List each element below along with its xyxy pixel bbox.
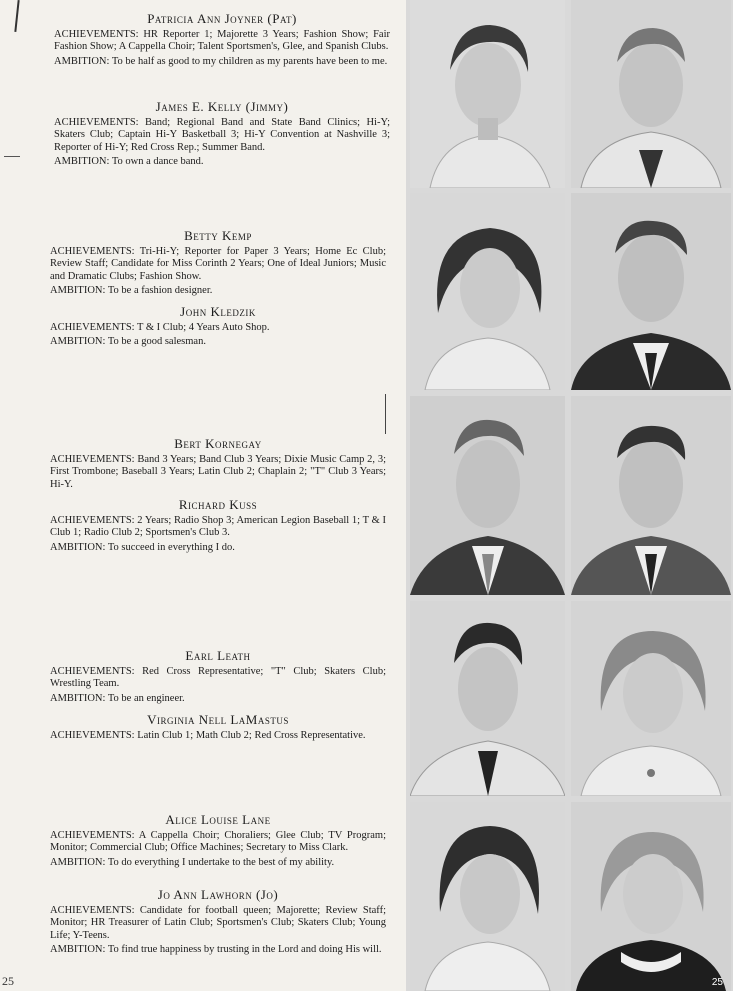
portrait-image	[410, 193, 565, 390]
entry-betty-kemp	[50, 228, 386, 300]
ambition-text: AMBITION: To do everything I undertake to the best of my ability.	[50, 856, 335, 868]
portrait-bert-kornegay	[410, 396, 565, 595]
student-name: Betty Kemp	[184, 228, 252, 243]
achievements-text: ACHIEVEMENTS: Red Cross Representative; "T" Club; Skaters Club; Wrestling Team.	[50, 666, 386, 690]
portrait-image	[410, 802, 565, 991]
portrait-earl-leath	[410, 601, 565, 796]
student-name: Richard Kuss	[178, 497, 258, 512]
achievements-text: ACHIEVEMENTS: Band; Regional Band and State Band Clinics; Hi-Y; Skaters Club; Captain Hi-Y Basketball 3; Hi-Y Convention at Nashville 3; Reporter of Hi-Y; Red Cross Rep.; Summer Band.	[54, 117, 390, 153]
ambition-text: AMBITION: To be half as good to my children as my parents have been to me.	[54, 55, 388, 67]
achievements-text: ACHIEVEMENTS: Candidate for football queen; Majorette; Review Staff; Monitor; HR Treasurer of Latin Club; Sportsmen's Club; Skaters Club; Young Life; Y-Teens.	[50, 905, 386, 941]
ambition-text: AMBITION: To own a dance band.	[54, 156, 204, 168]
achievements-text: ACHIEVEMENTS: HR Reporter 1; Majorette 3 Years; Fashion Show; Fair Fashion Show; A Cappella Choir; Talent Sportsmen's, Glee, and Spanish Clubs.	[54, 29, 390, 53]
student-name: Alice Louise Lane	[165, 812, 271, 827]
achievements-text: ACHIEVEMENTS: Tri-Hi-Y; Reporter for Paper 3 Years; Home Ec Club; Review Staff; Candidate for Miss Corinth 2 Years; One of Ideal Juniors; Music and Dramatic Clubs; Fashion Show.	[50, 246, 386, 282]
portrait-image	[410, 601, 565, 796]
page-number: 25	[711, 977, 723, 988]
portrait-image	[571, 0, 731, 188]
portrait-patricia-joyner	[410, 0, 565, 188]
entry-richard-kuss	[50, 497, 386, 556]
student-name: Virginia Nell LaMastus	[147, 712, 289, 727]
achievements-text: ACHIEVEMENTS: A Cappella Choir; Choraliers; Glee Club; TV Program; Monitor; Commercial Club; Office Machines; Secretary to Miss Clark.	[50, 830, 386, 854]
portrait-james-kelly	[571, 0, 731, 188]
achievements-text: ACHIEVEMENTS: Latin Club 1; Math Club 2; Red Cross Representative.	[50, 730, 366, 741]
student-name: Jo Ann Lawhorn (Jo)	[157, 887, 279, 902]
portrait-image	[571, 601, 731, 796]
achievements-text: ACHIEVEMENTS: T & I Club; 4 Years Auto Shop.	[50, 322, 270, 333]
portrait-image	[571, 802, 731, 991]
ambition-text: AMBITION: To find true happiness by trusting in the Lord and doing His will.	[50, 944, 382, 956]
portrait-grid	[406, 0, 733, 991]
ambition-text: AMBITION: To be a good salesman.	[50, 336, 206, 348]
portrait-jo-ann-lawhorn	[571, 802, 731, 991]
achievements-text: ACHIEVEMENTS: 2 Years; Radio Shop 3; American Legion Baseball 1; T & I Club 1; Radio Club 2; Sportsmen's Club 3.	[50, 515, 386, 539]
ambition-text: AMBITION: To succeed in everything I do.	[50, 541, 235, 553]
portrait-virginia-lamastus	[571, 601, 731, 796]
entry-james-kelly	[54, 99, 390, 171]
student-name: James E. Kelly (Jimmy)	[155, 99, 289, 114]
ambition-text: AMBITION: To be an engineer.	[50, 692, 185, 704]
entry-alice-lane	[50, 812, 386, 871]
entry-patricia-joyner	[54, 11, 390, 70]
student-name: Patricia Ann Joyner (Pat)	[147, 11, 297, 26]
student-name: Bert Kornegay	[174, 436, 262, 451]
margin-mark	[14, 0, 19, 32]
portrait-richard-kuss	[571, 396, 731, 595]
student-name: Earl Leath	[185, 648, 251, 663]
portrait-john-kledzik	[571, 193, 731, 390]
entry-john-kledzik	[50, 304, 386, 351]
portrait-betty-kemp	[410, 193, 565, 390]
column-rule	[385, 394, 386, 434]
entry-jo-ann-lawhorn	[50, 887, 386, 959]
portrait-alice-lane	[410, 802, 565, 991]
achievements-text: ACHIEVEMENTS: Band 3 Years; Band Club 3 Years; Dixie Music Camp 2, 3; First Trombone; Baseball 3 Years; Latin Club 2; Chaplain 2; "T" Club 3 Years; Hi-Y.	[50, 454, 386, 490]
portrait-image	[410, 396, 565, 595]
entry-virginia-lamastus	[50, 712, 386, 744]
portrait-image	[571, 396, 731, 595]
student-name: John Kledzik	[180, 304, 256, 319]
entry-bert-kornegay	[50, 436, 386, 493]
entry-earl-leath	[50, 648, 386, 707]
margin-dash	[4, 156, 20, 157]
portrait-image	[410, 0, 565, 188]
ambition-text: AMBITION: To be a fashion designer.	[50, 285, 213, 297]
portrait-image	[571, 193, 731, 390]
corner-page-number: 25	[2, 974, 14, 988]
